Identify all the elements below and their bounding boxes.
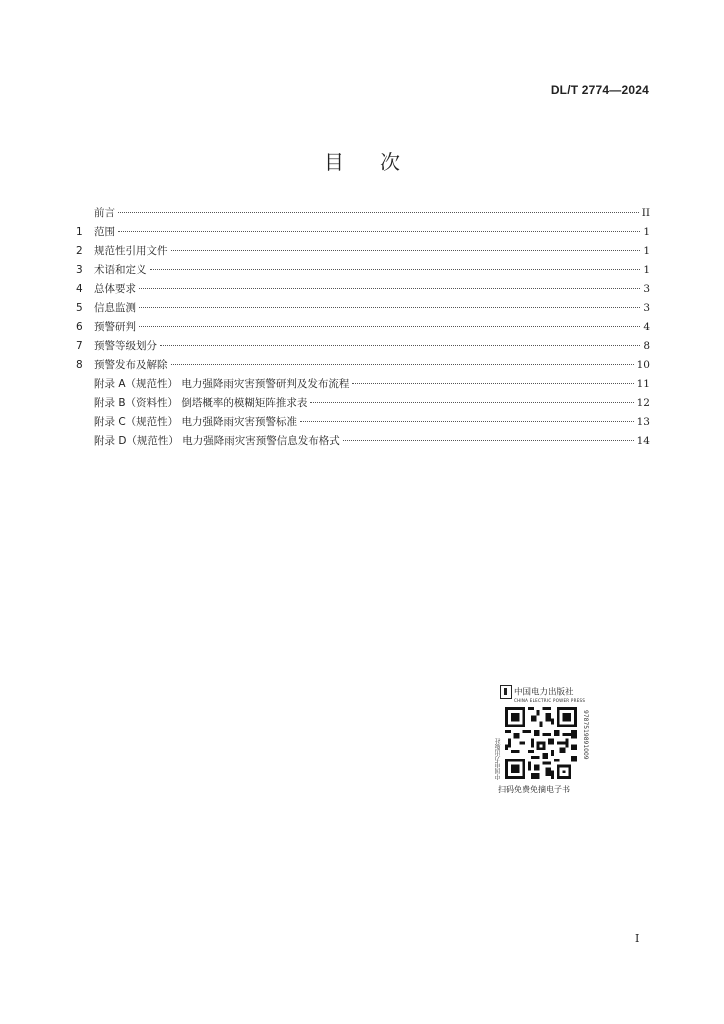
toc-entry-page: 3 [643,283,650,295]
toc-entry-label: 前言 [94,207,115,219]
toc-entry-number: 7 [76,340,83,352]
toc-leader-dots [150,269,641,270]
toc-entry-page: II [641,207,650,219]
toc-entry-appendix-b[interactable] [76,394,650,413]
publisher-name: 中国电力出版社 [514,687,574,698]
toc-leader-dots [310,402,633,403]
toc-entry-appendix-d[interactable] [76,432,650,451]
toc-entry-page: 8 [643,340,650,352]
toc-entry-page: 10 [636,359,650,371]
toc-leader-dots [352,383,633,384]
toc-leader-dots [139,326,640,327]
toc-leader-dots [139,288,640,289]
toc-entry-page: 3 [643,302,650,314]
toc-leader-dots [171,364,634,365]
table-of-contents [76,204,650,451]
toc-entry-label: 范围 [94,226,115,238]
toc-entry-number: 4 [76,283,83,295]
toc-entry-label: 术语和定义 [94,264,147,276]
qr-side-text-left: 中国电力出版社 [495,738,502,780]
toc-entry-page: 11 [636,378,650,390]
toc-entry-label: 总体要求 [94,283,136,295]
toc-entry-page: 13 [636,416,650,428]
toc-title-char-1: 目 [324,150,344,174]
toc-entry-release[interactable] [76,356,650,375]
qr-code-icon[interactable] [505,707,577,779]
page-number: I [635,932,640,945]
toc-entry-number: 3 [76,264,83,276]
publisher-logo [500,685,590,701]
toc-entry-label: 附录 A（规范性） 电力强降雨灾害预警研判及发布流程 [94,378,350,390]
toc-leader-dots [300,421,634,422]
toc-entry-number: 6 [76,321,83,333]
toc-leader-dots [343,440,634,441]
toc-entry-page: 4 [643,321,650,333]
toc-entry-label: 预警发布及解除 [94,359,168,371]
toc-entry-page: 1 [643,226,650,238]
toc-entry-page: 12 [636,397,650,409]
qr-caption: 扫码免费免摘电子书 [498,785,570,794]
toc-entry-assessment[interactable] [76,318,650,337]
toc-entry-label: 规范性引用文件 [94,245,168,257]
document-code: DL/T 2774—2024 [550,83,649,97]
toc-title [0,146,724,175]
toc-entry-number: 5 [76,302,83,314]
qr-code-block [494,685,594,800]
toc-title-char-2: 次 [380,150,400,174]
toc-entry-label: 预警等级划分 [94,340,157,352]
toc-entry-label: 附录 C（规范性） 电力强降雨灾害预警标准 [94,416,298,428]
toc-entry-appendix-c[interactable] [76,413,650,432]
toc-entry-page: 14 [636,435,650,447]
toc-entry-scope[interactable] [76,223,650,242]
toc-leader-dots [139,307,640,308]
toc-entry-label: 附录 D（规范性） 电力强降雨灾害预警信息发布格式 [94,435,340,447]
toc-entry-number: 2 [76,245,83,257]
toc-leader-dots [160,345,640,346]
publisher-name-en: CHINA ELECTRIC POWER PRESS [514,698,586,703]
publisher-logo-icon [500,685,512,699]
qr-side-text-right: 9787519891009 [582,710,589,760]
toc-entry-label: 信息监测 [94,302,136,314]
toc-entry-page: 1 [643,245,650,257]
toc-leader-dots [118,212,639,213]
toc-entry-label: 预警研判 [94,321,136,333]
toc-entry-label: 附录 B（资料性） 倒塔概率的模糊矩阵推求表 [94,397,308,409]
toc-entry-page: 1 [643,264,650,276]
toc-entry-number: 1 [76,226,83,238]
toc-entry-preface[interactable] [76,204,650,223]
toc-entry-general-requirements[interactable] [76,280,650,299]
toc-leader-dots [118,231,640,232]
toc-entry-terms[interactable] [76,261,650,280]
toc-entry-normative-references[interactable] [76,242,650,261]
toc-entry-monitoring[interactable] [76,299,650,318]
toc-leader-dots [171,250,641,251]
toc-entry-warning-levels[interactable] [76,337,650,356]
toc-entry-number: 8 [76,359,83,371]
toc-entry-appendix-a[interactable] [76,375,650,394]
